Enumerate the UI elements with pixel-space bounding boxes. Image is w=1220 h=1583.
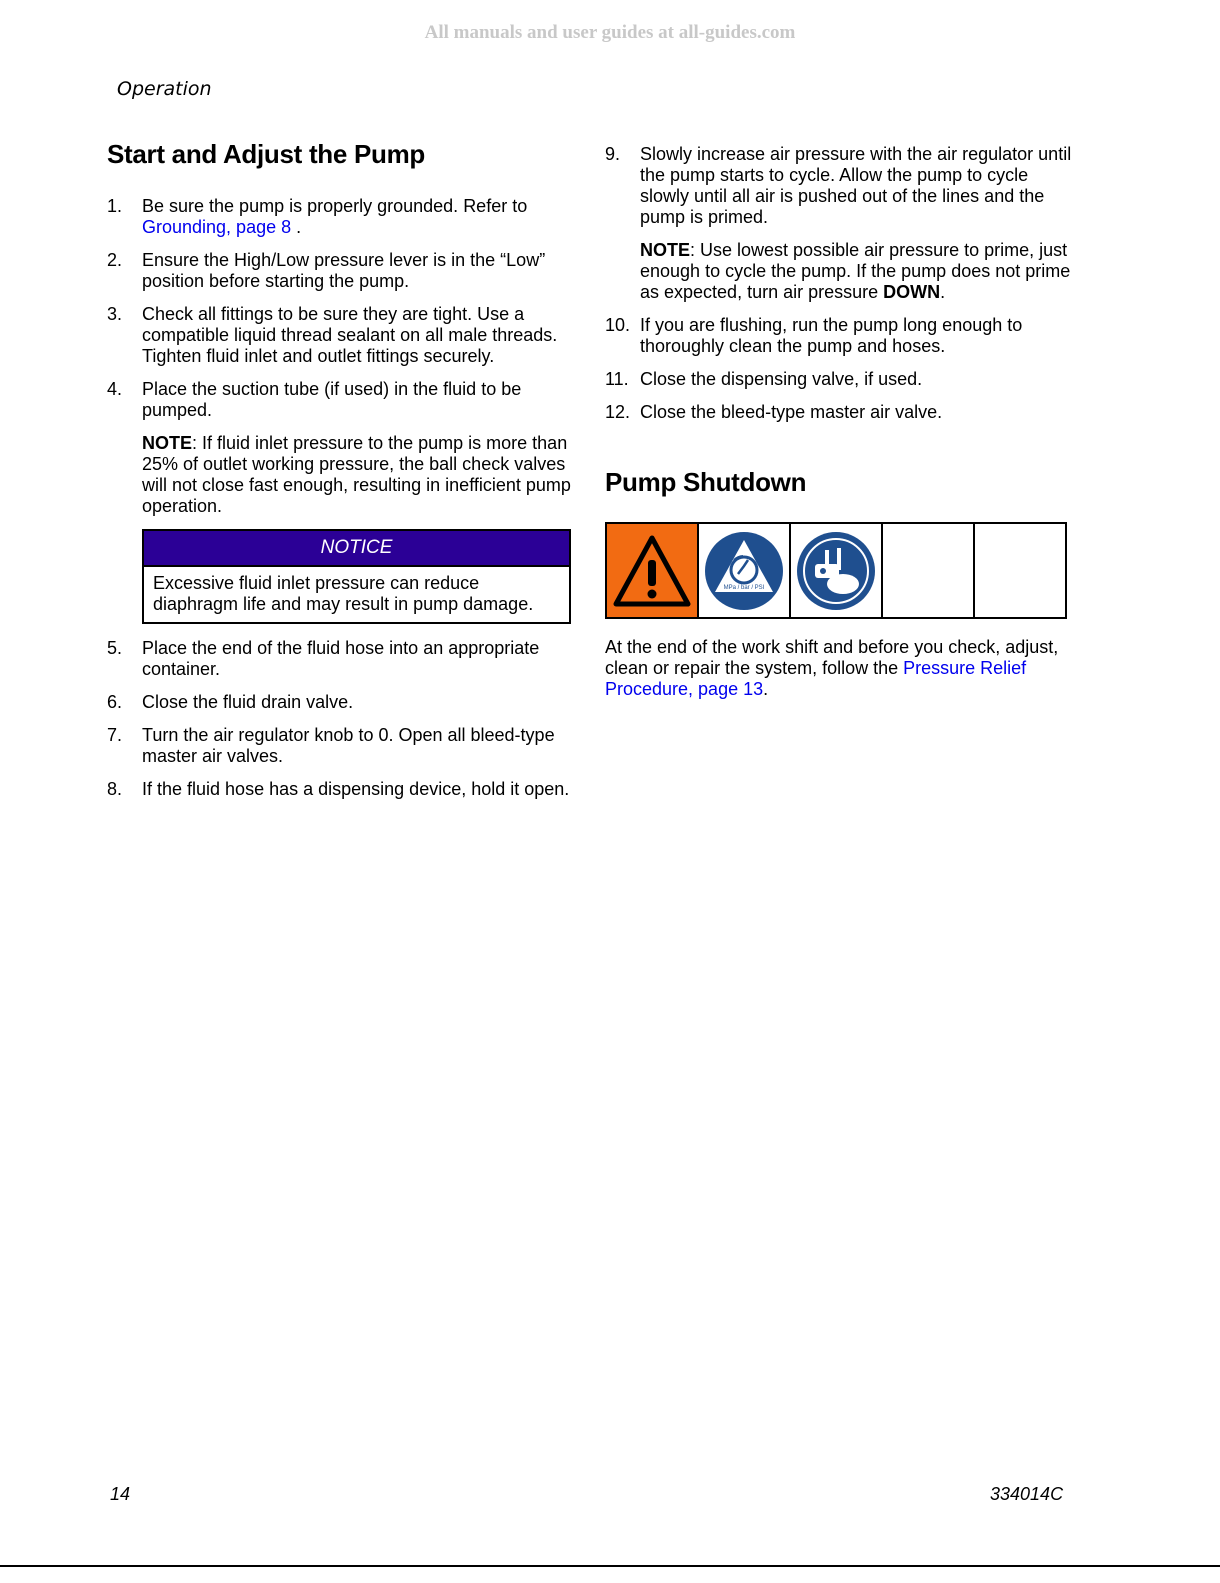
step-number: 1.	[107, 196, 123, 216]
step-text: Slowly increase air pressure with the air regulator until the pump starts to cycle. Allow the pump to cycle slowly until all air is pushed out of the lines and the pump is primed.	[640, 144, 1072, 227]
step-9	[605, 144, 1075, 228]
step-number: 5.	[107, 638, 123, 658]
step-text: If you are flushing, run the pump long enough to thoroughly clean the pump and hoses.	[640, 315, 1023, 356]
start-steps	[107, 196, 572, 421]
shutdown-text-body: At the end of the work shift and before you check, adjust, clean or repair the system, follow the	[605, 637, 1059, 678]
running-head: Operation	[117, 78, 212, 100]
pressure-relief-icon	[699, 524, 791, 617]
step-number: 7.	[107, 725, 123, 745]
note-bold: DOWN	[883, 282, 941, 302]
step-text: Close the dispensing valve, if used.	[640, 369, 923, 389]
step-number: 3.	[107, 304, 123, 324]
note-label: NOTE	[142, 433, 193, 453]
note-inlet-pressure	[142, 433, 572, 517]
continued-steps	[605, 144, 1075, 228]
step-number: 2.	[107, 250, 123, 270]
page-number: 14	[110, 1484, 131, 1504]
right-column	[605, 144, 1075, 718]
note-text: : If fluid inlet pressure to the pump is more than 25% of outlet working pressure, the ball check valves will not close fast enough, resulting in inefficient pump operation.	[142, 433, 571, 516]
shutdown-text-end: .	[763, 679, 769, 699]
gauge-label: MPa / bar / PSI	[723, 584, 765, 591]
read-manual-icon	[791, 524, 883, 617]
step-5	[107, 638, 572, 680]
step-text: Turn the air regulator knob to 0. Open all bleed-type master air valves.	[142, 725, 555, 766]
step-text: Place the suction tube (if used) in the fluid to be pumped.	[142, 379, 522, 420]
notice-text: Excessive fluid inlet pressure can reduce diaphragm life and may result in pump damage.	[144, 565, 569, 622]
watermark: All manuals and user guides at all-guides.com	[424, 22, 796, 43]
note-prime	[640, 240, 1075, 303]
bottom-rule	[0, 1565, 1220, 1567]
step-1	[107, 196, 572, 238]
note-text: : Use lowest possible air pressure to prime, just enough to cycle the pump. If the pump does not prime as expected, turn air pressure	[640, 240, 1071, 302]
step-2	[107, 250, 572, 292]
step-8	[107, 779, 572, 800]
notice-box	[142, 529, 571, 624]
warning-icon	[607, 524, 699, 617]
step-number: 9.	[605, 144, 621, 164]
step-7	[107, 725, 572, 767]
step-text: Close the bleed-type master air valve.	[640, 402, 943, 422]
note-end: .	[940, 282, 946, 302]
step-text: If the fluid hose has a dispensing device, hold it open.	[142, 779, 570, 799]
safety-symbols	[605, 522, 1067, 619]
step-number: 4.	[107, 379, 123, 399]
shutdown-text	[605, 637, 1075, 700]
step-number: 6.	[107, 692, 123, 712]
step-text: Close the fluid drain valve.	[142, 692, 354, 712]
step-text: Place the end of the fluid hose into an appropriate container.	[142, 638, 540, 679]
step-4	[107, 379, 572, 421]
step-10	[605, 315, 1075, 357]
step-11	[605, 369, 1075, 390]
continued-steps-2	[605, 315, 1075, 423]
step-12	[605, 402, 1075, 423]
notice-title: NOTICE	[144, 531, 569, 565]
step-6	[107, 692, 572, 713]
start-steps-continued	[107, 638, 572, 800]
pressure-relief-link[interactable]: Pressure Relief Procedure, page 13	[605, 658, 1027, 699]
empty-symbol-cell	[975, 524, 1065, 617]
step-number: 11.	[605, 369, 629, 389]
doc-id: 334014C	[990, 1484, 1064, 1504]
section-title-shutdown: Pump Shutdown	[605, 467, 807, 497]
step-text-end: .	[291, 217, 302, 237]
step-text: Be sure the pump is properly grounded. Refer to	[142, 196, 528, 216]
step-text: Check all fittings to be sure they are tight. Use a compatible liquid thread sealant on all male threads. Tighten fluid inlet and outlet fittings securely.	[142, 304, 558, 366]
step-number: 12.	[605, 402, 631, 422]
step-text: Ensure the High/Low pressure lever is in the “Low” position before starting the pump.	[142, 250, 546, 291]
step-number: 10.	[605, 315, 631, 335]
empty-symbol-cell	[883, 524, 975, 617]
section-title-start: Start and Adjust the Pump	[107, 139, 425, 169]
step-3	[107, 304, 572, 367]
note-label: NOTE	[640, 240, 691, 260]
grounding-link[interactable]: Grounding, page 8	[142, 217, 292, 237]
step-number: 8.	[107, 779, 123, 799]
left-column	[107, 139, 572, 812]
